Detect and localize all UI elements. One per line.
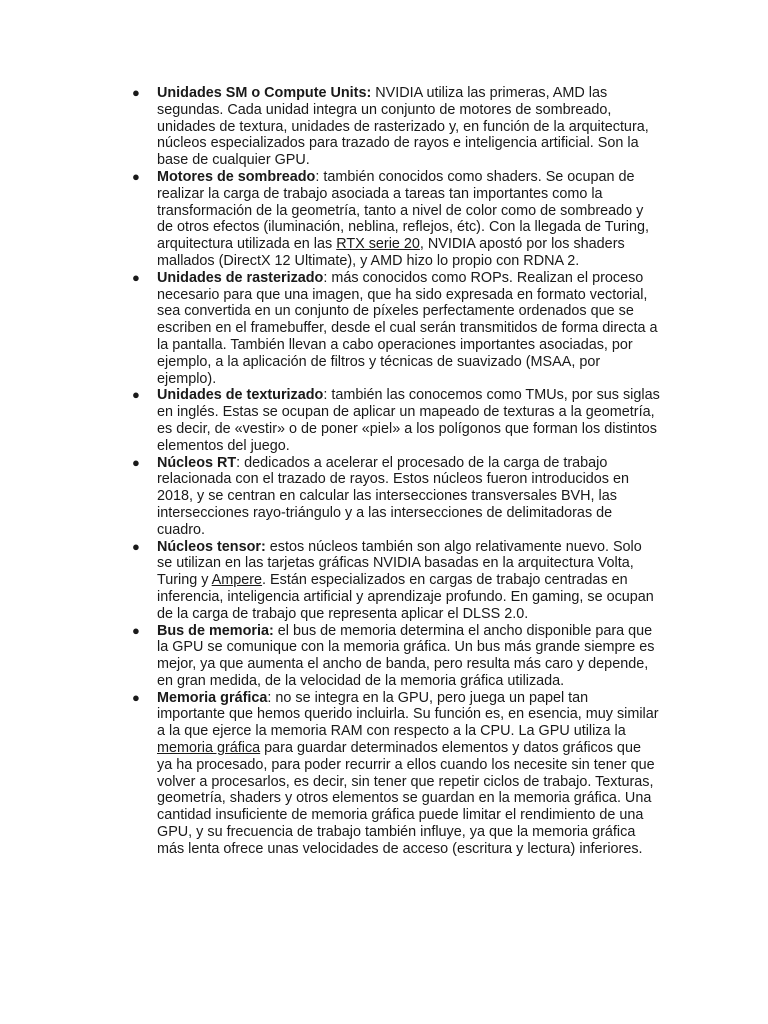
term: Memoria gráfica	[157, 689, 268, 706]
ampere-link[interactable]: Ampere	[211, 572, 263, 589]
item-text: el bus de memoria determina el ancho disponible para que la GPU se comunique con la memoria gráfica. Un bus más grande siempre es mejor, ya que aumenta el ancho de banda, pero resulta más caro y depende, en gran medida, de la velocidad de la memoria gráfica utilizada.	[157, 622, 655, 689]
rtx-serie-20-link[interactable]: RTX serie 20	[336, 236, 420, 253]
term: Motores de sombreado	[157, 168, 316, 185]
list-item-tensor-cores	[130, 539, 660, 623]
item-text: estos núcleos también son algo relativamente nuevo. Solo se utilizan en las tarjetas gráficas NVIDIA basadas en la arquitectura Volta, Turing y	[157, 538, 642, 589]
bullet-list	[130, 85, 660, 858]
item-text: NVIDIA utiliza las primeras, AMD las segundas. Cada unidad integra un conjunto de motores de sombreado, unidades de textura, unidades de rasterizado y, en función de la arquitectura, núcleos especializados para trazado de rayos e inteligencia artificial. Son la base de cualquier GPU.	[157, 85, 649, 169]
item-text: . Están especializados en cargas de trabajo centradas en inferencia, inteligencia artificial y aprendizaje profundo. En gaming, se ocupan de la carga de trabajo que representa aplicar el DLSS 2.0.	[157, 572, 654, 622]
item-text: , NVIDIA apostó por los shaders mallados (DirectX 12 Ultimate), y AMD hizo lo propio con RDNA 2.	[157, 236, 625, 269]
term: Unidades de texturizado	[157, 387, 324, 404]
list-item-memory-bus	[130, 623, 660, 690]
item-text: para guardar determinados elementos y datos gráficos que ya ha procesado, para poder recurrir a ellos cuando los necesite sin tener que volver a procesarlos, es decir, sin tener que repetir ciclos de trabajo. Texturas, geometría, shaders y otros elementos se guardan en la memoria gráfica. Una cantidad insuficiente de memoria gráfica puede limitar el rendimiento de una GPU, y su frecuencia de trabajo también influye, ya que la memoria gráfica más lenta ofrece unas velocidades de acceso (escritura y lectura) inferiores.	[157, 740, 655, 857]
bullet-icon: ●	[132, 168, 140, 184]
bullet-icon: ●	[132, 85, 140, 100]
bullet-icon: ●	[132, 387, 140, 403]
list-item-sm-units	[130, 85, 660, 169]
list-item-texturizado	[130, 387, 660, 454]
list-item-shaders	[130, 169, 660, 270]
item-text: : también conocidos como shaders. Se ocupan de realizar la carga de trabajo asociada a tareas tan importantes como la transformación de la geometría, tanto a nivel de color como de sombreado y de otros efectos (iluminación, neblina, reflejos, étc). Con la llegada de Turing, arquitectura utilizada en las	[157, 168, 649, 253]
bullet-icon: ●	[132, 454, 140, 470]
list-item-rt-cores	[130, 455, 660, 539]
item-text: : dedicados a acelerar el procesado de la carga de trabajo relacionada con el trazado de rayos. Estos núcleos fueron introducidos en 2018, y se centran en calcular las intersecciones transversales BVH, las intersecciones rayo-triángulo y a las intersecciones de delimitadoras de cuadro.	[157, 454, 629, 538]
term: Unidades de rasterizado	[157, 269, 324, 286]
bullet-icon: ●	[132, 269, 140, 285]
term: Bus de memoria:	[157, 622, 274, 639]
term: Núcleos RT	[157, 454, 237, 471]
item-text: : más conocidos como ROPs. Realizan el proceso necesario para que una imagen, que ha sido expresada en formato vectorial, sea convertida en un conjunto de píxeles perfectamente ordenados que se escriben en el framebuffer, desde el cual serán transmitidos de forma directa a la pantalla. También llevan a cabo operaciones importantes asociadas, por ejemplo, a la aplicación de filtros y técnicas de suavizado (MSAA, por ejemplo).	[157, 269, 658, 387]
term: Núcleos tensor:	[157, 538, 266, 555]
memoria-grafica-link[interactable]: memoria gráfica	[157, 740, 261, 757]
item-text: : no se integra en la GPU, pero juega un papel tan importante que hemos querido incluirla. Su función es, en esencia, muy similar a la que ejerce la memoria RAM con respecto a la CPU. La GPU utiliza la	[157, 689, 659, 740]
bullet-icon: ●	[132, 622, 140, 638]
list-item-rasterizado	[130, 270, 660, 388]
bullet-icon: ●	[132, 538, 140, 554]
item-text: : también las conocemos como TMUs, por sus siglas en inglés. Estas se ocupan de aplicar un mapeado de texturas a la geometría, es decir, de «vestir» o de poner «piel» a los polígonos que forman los distintos elementos del juego.	[157, 387, 660, 454]
bullet-icon: ●	[132, 689, 140, 705]
list-item-graphics-memory	[130, 690, 660, 858]
term: Unidades SM o Compute Units:	[157, 85, 372, 101]
